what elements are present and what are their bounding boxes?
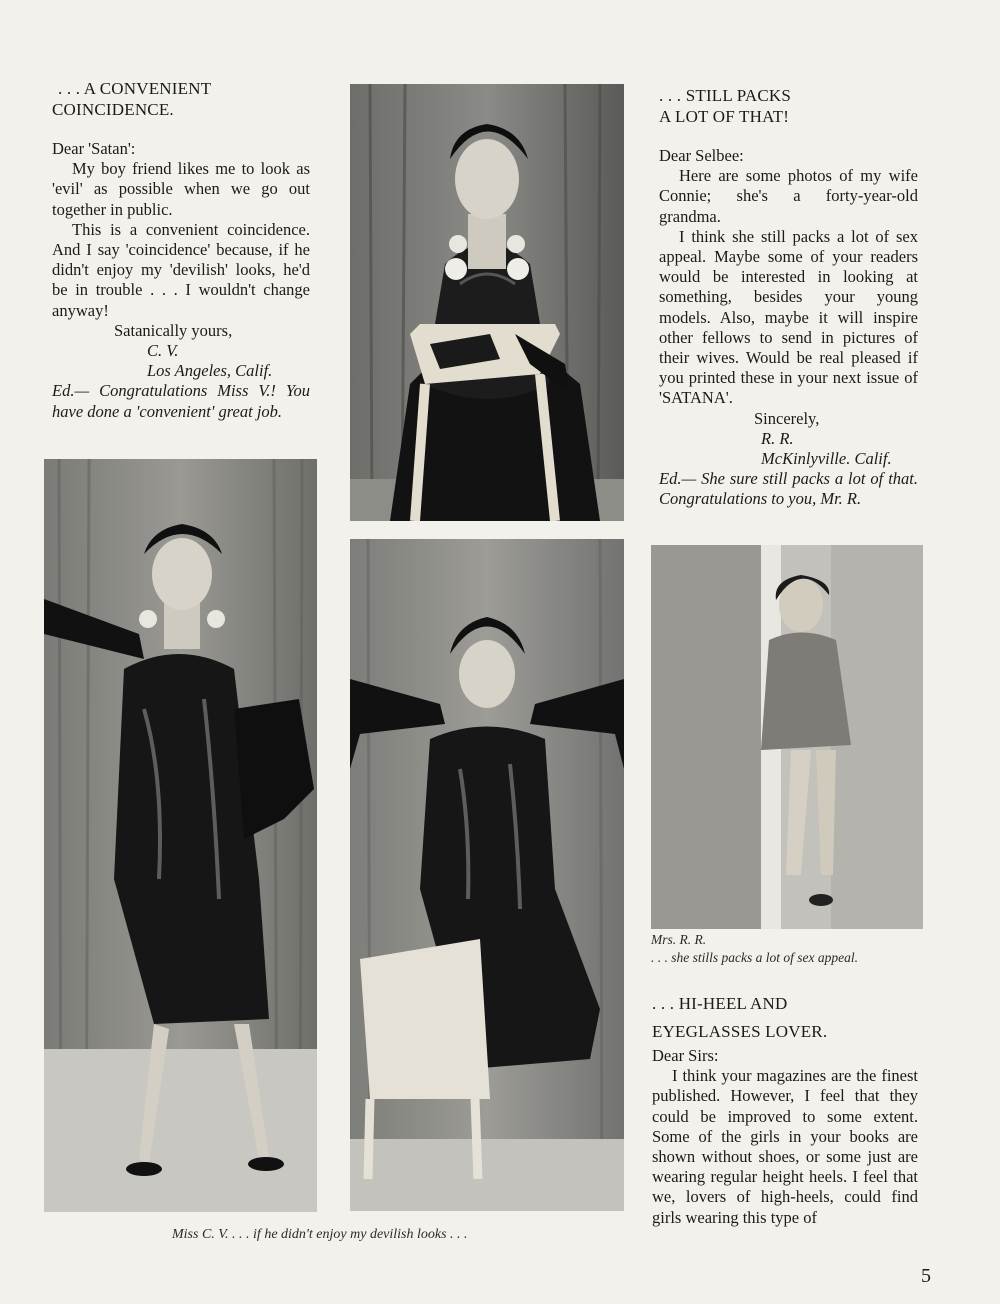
- letter-heading-line1: . . . A CONVENIENT: [58, 79, 212, 98]
- photo-seated-chair: [350, 84, 624, 521]
- letter-paragraph: I think she still packs a lot of sex appeal. Maybe some of your readers would be interested in looking at something, besides your young models. Also, maybe it will inspire other fellows to send in pictures of their wives. Would be real pleased if you printed these in your next issue of 'SATANA'.: [659, 226, 918, 408]
- photo-seated-chair-image: [350, 84, 624, 521]
- letter-salutation: Dear Selbee:: [659, 146, 744, 165]
- photo-mrs-rr-image: [651, 545, 923, 929]
- letter-salutation: Dear Sirs:: [652, 1046, 719, 1065]
- letter-hi-heel: [652, 993, 918, 1228]
- photo-standing-satin-dress: [44, 459, 317, 1212]
- letter-heading-line1: . . . STILL PACKS: [659, 86, 792, 105]
- letter-signature-initials: R. R.: [761, 428, 794, 448]
- letter-closing: Satanically yours,: [114, 320, 233, 340]
- caption-mrs-rr-text: . . . she stills packs a lot of sex appeal.: [651, 950, 858, 965]
- photo-hands-framing-face-image: [350, 539, 624, 1211]
- editor-reply: Ed.— Congratulations Miss V.! You have done a 'convenient' great job.: [52, 381, 310, 421]
- letter-signature-city: McKinlyville. Calif.: [761, 449, 892, 469]
- letter-paragraph: I think your magazines are the finest published. However, I feel that they could be improved to some extent. Some of the girls in your books are shown without shoes, or some just are wearing regular height heels. I feel that we, lovers of high-heels, could find girls wearing this type of: [652, 1066, 918, 1227]
- photo-mrs-rr: [651, 545, 923, 929]
- letter-still-packs: [659, 85, 918, 510]
- letter-heading-line2: A LOT OF THAT!: [659, 107, 790, 126]
- letter-signature-initials: C. V.: [147, 341, 179, 361]
- letter-paragraph: Here are some photos of my wife Connie; she's a forty-year-old grandma.: [659, 166, 918, 226]
- letter-convenient-coincidence: [52, 78, 310, 422]
- letter-heading-line2: COINCIDENCE.: [52, 100, 174, 119]
- photo-standing-satin-dress-image: [44, 459, 317, 1212]
- caption-miss-cv: Miss C. V. . . . if he didn't enjoy my devilish looks . . .: [172, 1227, 468, 1242]
- letter-paragraph: This is a convenient coincidence. And I say 'coincidence' because, if he didn't enjoy my 'devilish' looks, he'd be in trouble . . . I wouldn't change anyway!: [52, 219, 310, 320]
- photo-hands-framing-face: [350, 539, 624, 1211]
- letter-heading-line2: EYEGLASSES LOVER.: [652, 1022, 828, 1041]
- letter-heading-line1: . . . HI-HEEL AND: [652, 994, 788, 1013]
- letter-closing: Sincerely,: [754, 408, 820, 428]
- editor-reply: Ed.— She sure still packs a lot of that. Congratulations to you, Mr. R.: [659, 469, 918, 509]
- page-number: 5: [921, 1265, 931, 1287]
- caption-mrs-rr-name: Mrs. R. R.: [651, 932, 707, 947]
- letter-salutation: Dear 'Satan':: [52, 139, 136, 158]
- letter-signature-city: Los Angeles, Calif.: [147, 361, 273, 381]
- letter-paragraph: My boy friend likes me to look as 'evil' as possible when we go out together in public.: [52, 159, 310, 219]
